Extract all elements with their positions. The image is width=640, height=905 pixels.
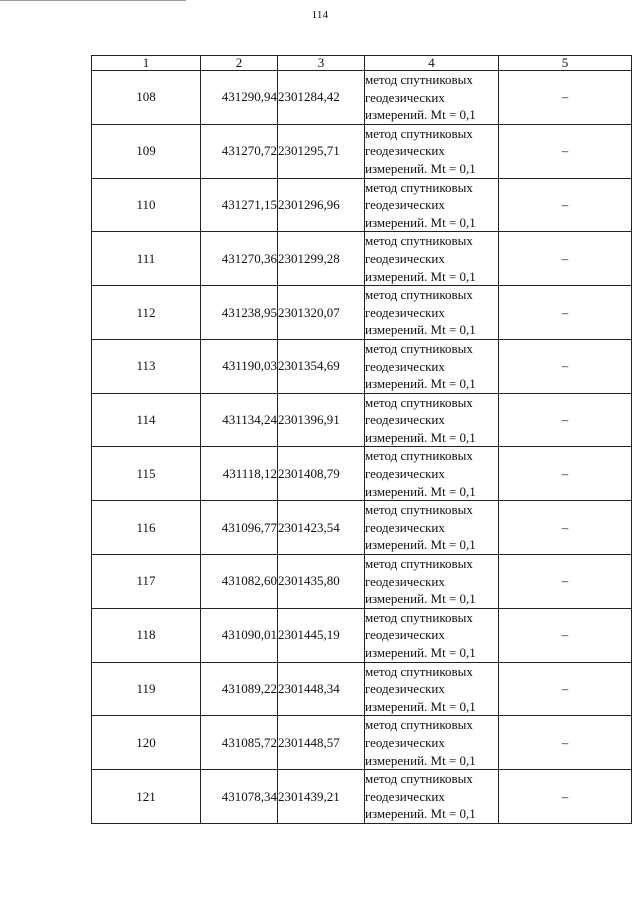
method-line: измерений. Mt = 0,1 [365,429,476,445]
coordinate-x: 431271,15 [201,178,278,232]
table-row [92,339,632,393]
coordinate-y: 2301448,57 [278,716,365,770]
method-line: геодезических [365,89,445,105]
point-number: 115 [92,447,201,501]
table-header-row [92,56,632,71]
method-line: измерений. Mt = 0,1 [365,268,476,284]
method-line: метод спутниковых [365,771,473,787]
description-cell: – [499,555,632,609]
method-line: метод спутниковых [365,287,473,303]
method-line: измерений. Mt = 0,1 [365,376,476,392]
table-row [92,447,632,501]
table-row [92,501,632,555]
description-cell: – [499,124,632,178]
method-cell [365,339,499,393]
coordinate-y: 2301320,07 [278,286,365,340]
method-cell [365,662,499,716]
point-number: 111 [92,232,201,286]
table-row [92,71,632,125]
method-line: геодезических [365,412,445,428]
coordinate-x: 431096,77 [201,501,278,555]
point-number: 114 [92,393,201,447]
method-cell [365,178,499,232]
coordinate-y: 2301299,28 [278,232,365,286]
method-line: измерений. Mt = 0,1 [365,160,476,176]
table-row [92,178,632,232]
column-header: 2 [201,56,278,71]
column-header: 4 [365,56,499,71]
method-line: геодезических [365,681,445,697]
description-cell: – [499,232,632,286]
method-line: измерений. Mt = 0,1 [365,214,476,230]
description-cell: – [499,339,632,393]
method-line: геодезических [365,734,445,750]
method-line: метод спутниковых [365,717,473,733]
table-row [92,716,632,770]
method-line: метод спутниковых [365,663,473,679]
method-line: метод спутниковых [365,179,473,195]
method-line: геодезических [365,197,445,213]
coordinates-table [91,55,632,824]
method-line: метод спутниковых [365,340,473,356]
method-line: геодезических [365,358,445,374]
description-cell: – [499,447,632,501]
table-row [92,770,632,824]
description-cell: – [499,71,632,125]
coordinate-y: 2301295,71 [278,124,365,178]
point-number: 116 [92,501,201,555]
page-number: 114 [311,9,329,21]
method-line: геодезических [365,573,445,589]
method-line: измерений. Mt = 0,1 [365,483,476,499]
method-line: геодезических [365,304,445,320]
method-cell [365,393,499,447]
method-line: измерений. Mt = 0,1 [365,752,476,768]
point-number: 112 [92,286,201,340]
table-row [92,124,632,178]
coordinate-x: 431134,24 [201,393,278,447]
table-row [92,555,632,609]
coordinate-x: 431238,95 [201,286,278,340]
method-line: измерений. Mt = 0,1 [365,698,476,714]
method-cell [365,770,499,824]
description-cell: – [499,286,632,340]
coordinate-y: 2301396,91 [278,393,365,447]
method-line: метод спутниковых [365,394,473,410]
point-number: 110 [92,178,201,232]
coordinate-y: 2301445,19 [278,608,365,662]
point-number: 121 [92,770,201,824]
coordinate-x: 431090,01 [201,608,278,662]
point-number: 119 [92,662,201,716]
method-line: метод спутниковых [365,72,473,87]
method-line: метод спутниковых [365,448,473,464]
coordinate-y: 2301448,34 [278,662,365,716]
point-number: 109 [92,124,201,178]
coordinate-y: 2301439,21 [278,770,365,824]
coordinate-x: 431290,94 [201,71,278,125]
method-line: геодезических [365,788,445,804]
coordinate-y: 2301284,42 [278,71,365,125]
table-row [92,286,632,340]
description-cell: – [499,178,632,232]
method-line: геодезических [365,627,445,643]
coordinate-x: 431118,12 [201,447,278,501]
point-number: 117 [92,555,201,609]
description-cell: – [499,608,632,662]
method-line: метод спутниковых [365,556,473,572]
method-line: метод спутниковых [365,502,473,518]
table-row [92,232,632,286]
table-row [92,608,632,662]
method-line: геодезических [365,519,445,535]
method-line: метод спутниковых [365,609,473,625]
method-line: измерений. Mt = 0,1 [365,322,476,338]
column-header: 1 [92,56,201,71]
coordinate-y: 2301408,79 [278,447,365,501]
point-number: 113 [92,339,201,393]
coordinate-x: 431270,72 [201,124,278,178]
coordinate-x: 431085,72 [201,716,278,770]
method-cell [365,501,499,555]
method-cell [365,555,499,609]
description-cell: – [499,393,632,447]
method-line: измерений. Mt = 0,1 [365,591,476,607]
table-row [92,393,632,447]
top-rule [0,0,186,1]
coordinate-x: 431190,03 [201,339,278,393]
method-line: измерений. Mt = 0,1 [365,645,476,660]
method-line: геодезических [365,143,445,159]
column-header: 5 [499,56,632,71]
description-cell: – [499,716,632,770]
method-cell [365,447,499,501]
method-cell [365,286,499,340]
coordinate-y: 2301423,54 [278,501,365,555]
method-cell [365,232,499,286]
method-cell [365,716,499,770]
point-number: 120 [92,716,201,770]
method-line: измерений. Mt = 0,1 [365,537,476,553]
coordinate-x: 431270,36 [201,232,278,286]
coordinate-x: 431089,22 [201,662,278,716]
method-line: геодезических [365,250,445,266]
coordinate-y: 2301296,96 [278,178,365,232]
coordinate-y: 2301435,80 [278,555,365,609]
method-line: измерений. Mt = 0,1 [365,107,476,123]
method-cell [365,71,499,125]
table-row [92,662,632,716]
method-line: метод спутниковых [365,125,473,141]
method-cell [365,124,499,178]
method-line: геодезических [365,466,445,482]
description-cell: – [499,770,632,824]
column-header: 3 [278,56,365,71]
method-line: измерений. Mt = 0,1 [365,806,476,822]
coordinate-x: 431082,60 [201,555,278,609]
coordinate-x: 431078,34 [201,770,278,824]
point-number: 108 [92,71,201,125]
description-cell: – [499,501,632,555]
point-number: 118 [92,608,201,662]
description-cell: – [499,662,632,716]
method-line: метод спутниковых [365,233,473,249]
coordinate-y: 2301354,69 [278,339,365,393]
method-cell [365,608,499,662]
